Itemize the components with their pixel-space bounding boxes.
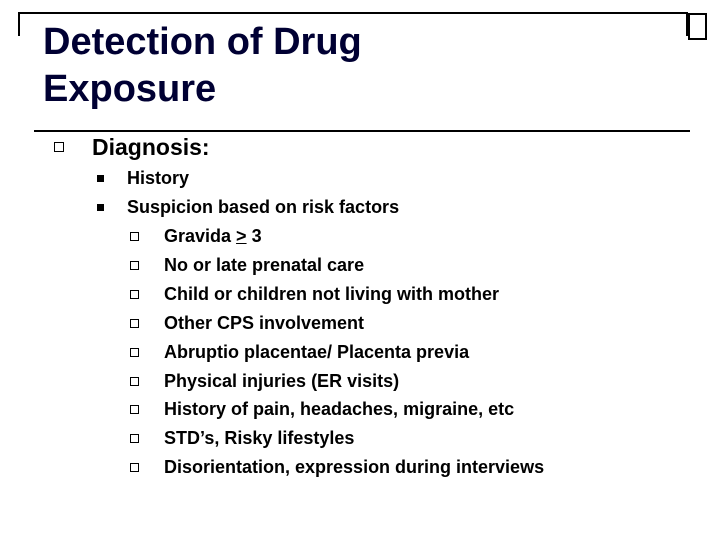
bullet-label: Diagnosis: — [92, 134, 210, 160]
hollow-square-bullet-icon — [130, 232, 139, 241]
slide-title-line-1: Detection of Drug — [43, 21, 362, 63]
bullet-label: History — [127, 168, 190, 188]
slide-title — [43, 19, 362, 113]
bullet-label: STD’s, Risky lifestyles — [164, 428, 355, 448]
hollow-square-bullet-icon — [54, 142, 64, 152]
bullet-label: Abruptio placentae/ Placenta previa — [164, 342, 470, 362]
gravida-value: 3 — [246, 226, 262, 246]
hollow-square-bullet-icon — [130, 290, 139, 299]
bullet-label: No or late prenatal care — [164, 255, 365, 275]
filled-square-bullet-icon — [97, 175, 104, 182]
gravida-prefix: Gravida — [164, 226, 237, 246]
bullet-label: Other CPS involvement — [164, 313, 365, 333]
hollow-square-bullet-icon — [130, 261, 139, 270]
bullet-label — [164, 224, 262, 248]
hollow-square-bullet-icon — [130, 463, 139, 472]
hollow-square-bullet-icon — [130, 377, 139, 386]
hollow-square-bullet-icon — [130, 405, 139, 414]
bullet-label: Disorientation, expression during interviews — [164, 457, 545, 477]
slide-title-line-2: Exposure — [43, 68, 217, 110]
bullet-label: Physical injuries (ER visits) — [164, 371, 400, 391]
filled-square-bullet-icon — [97, 204, 104, 211]
corner-box-decoration — [688, 13, 707, 40]
bullet-label: Child or children not living with mother — [164, 284, 499, 304]
hollow-square-bullet-icon — [130, 319, 139, 328]
bullet-label: Suspicion based on risk factors — [127, 197, 400, 217]
bullet-label: History of pain, headaches, migraine, etc — [164, 399, 515, 419]
hollow-square-bullet-icon — [130, 348, 139, 357]
hollow-square-bullet-icon — [130, 434, 139, 443]
gravida-symbol: > — [236, 226, 247, 246]
